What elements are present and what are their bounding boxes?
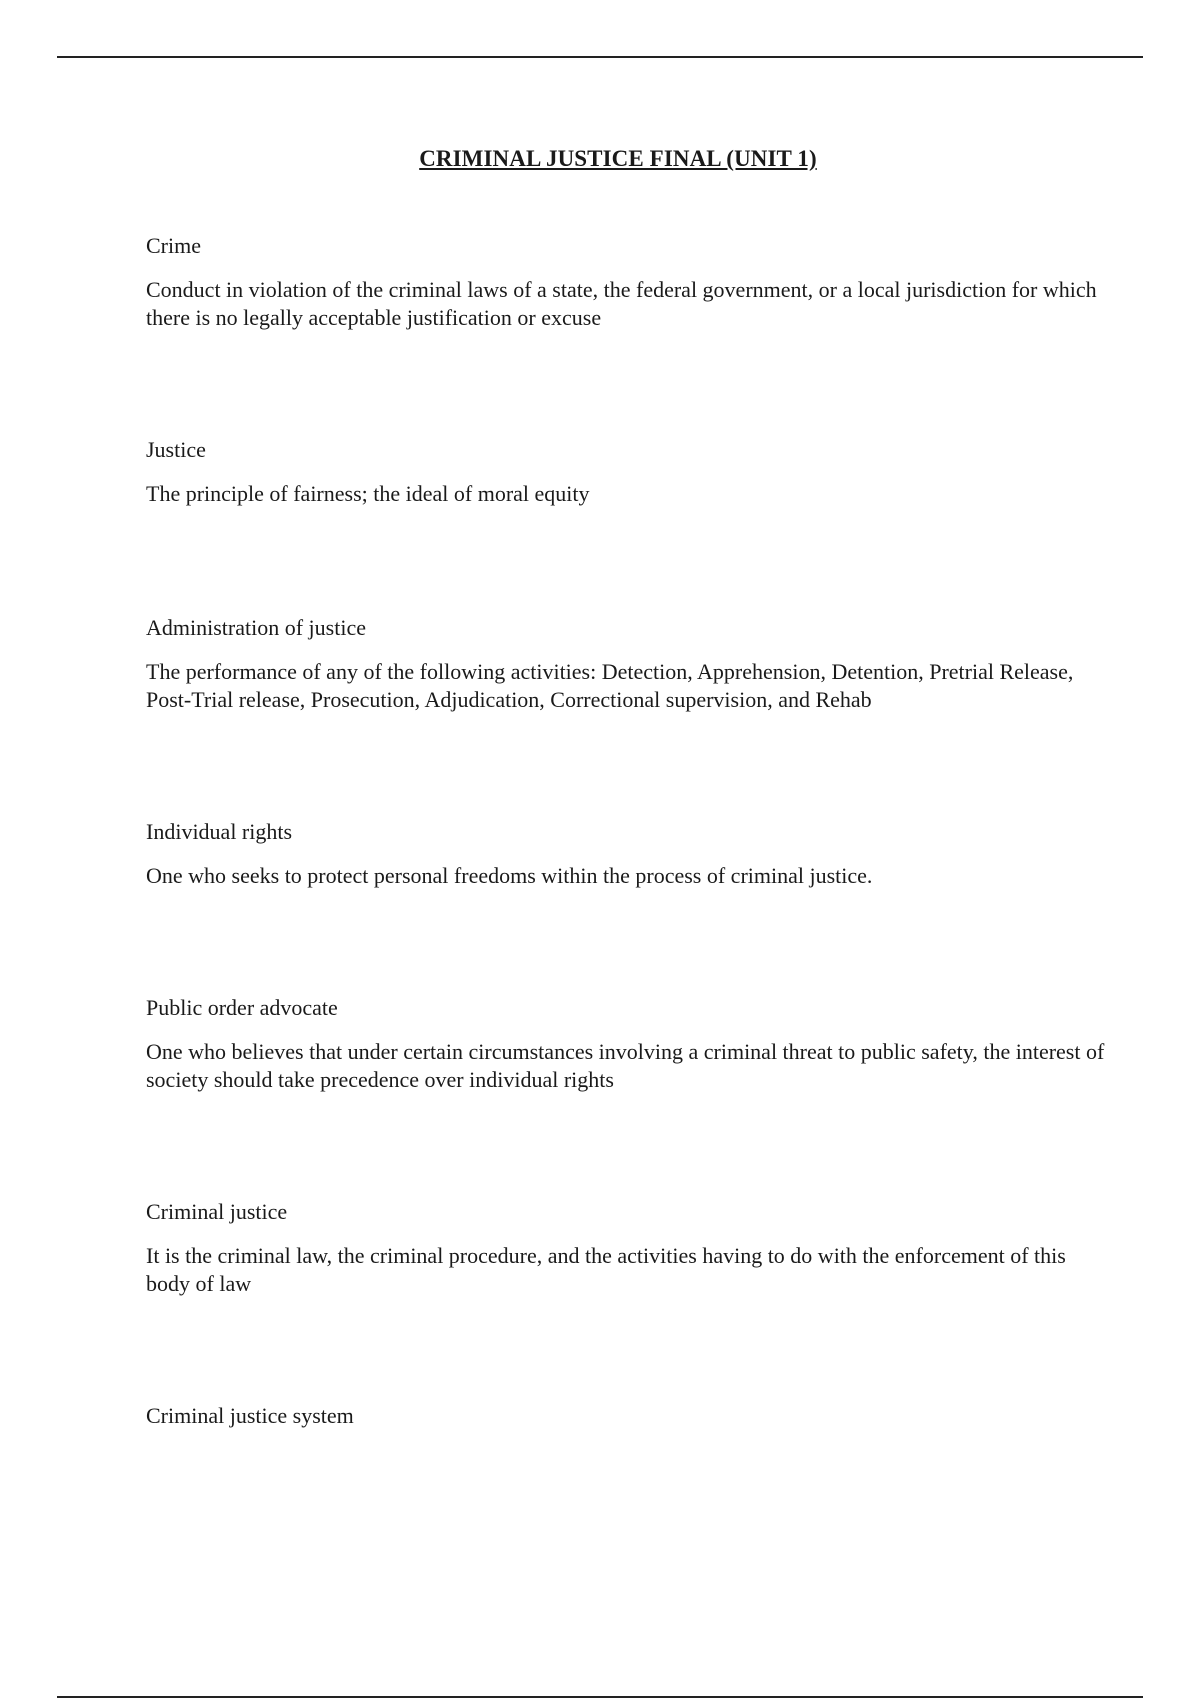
glossary-entry [146, 818, 1106, 890]
entry-definition: Conduct in violation of the criminal laws of a state, the federal government, or a local jurisdiction for which there is no legally acceptable justification or excuse [146, 277, 1097, 330]
glossary-entry [146, 614, 1106, 714]
bottom-rule [57, 1696, 1143, 1698]
glossary-entry [146, 232, 1106, 332]
entry-term: Criminal justice system [146, 1403, 354, 1428]
entry-definition: The principle of fairness; the ideal of moral equity [146, 481, 590, 506]
top-rule [57, 56, 1143, 58]
glossary-entry [146, 994, 1106, 1094]
glossary-entry [146, 1198, 1106, 1298]
document-title: CRIMINAL JUSTICE FINAL (UNIT 1) [419, 146, 817, 171]
entry-term: Public order advocate [146, 995, 338, 1020]
glossary-entry [146, 1402, 1106, 1430]
entry-definition: One who believes that under certain circumstances involving a criminal threat to public safety, the interest of society should take precedence over individual rights [146, 1039, 1105, 1092]
entry-term: Justice [146, 437, 206, 462]
entry-definition: The performance of any of the following activities: Detection, Apprehension, Detention, Pretrial Release, Post-Trial release, Prosecution, Adjudication, Correctional supervision, and Rehab [146, 659, 1074, 712]
entry-term: Crime [146, 233, 201, 258]
entry-definition: It is the criminal law, the criminal procedure, and the activities having to do with the enforcement of this body of law [146, 1243, 1066, 1296]
entry-definition: One who seeks to protect personal freedoms within the process of criminal justice. [146, 863, 873, 888]
entry-term: Individual rights [146, 819, 293, 844]
entry-term: Administration of justice [146, 615, 366, 640]
entry-term: Criminal justice [146, 1199, 288, 1224]
glossary-entry [146, 436, 1106, 508]
